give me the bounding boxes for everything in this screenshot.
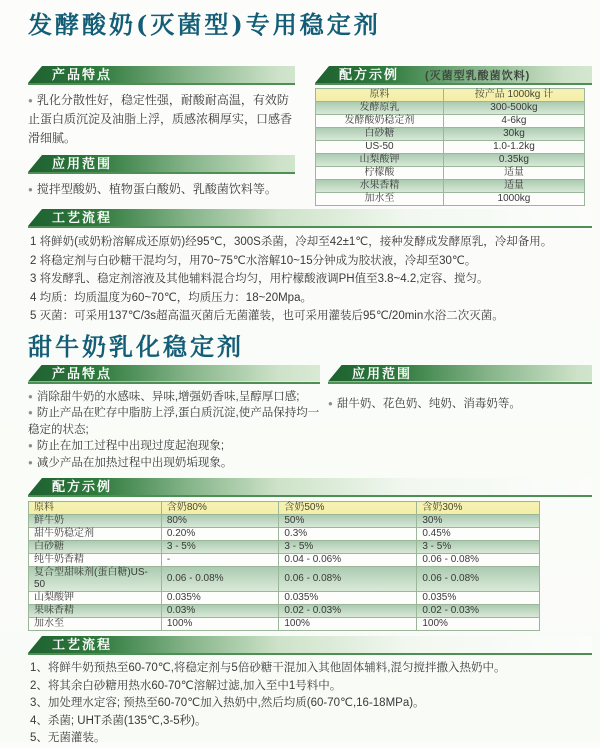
process-step: 3、加处理水定容; 预热至60-70℃加入热奶中,然后均质(60-70℃,16-18MPa)。 [30, 697, 425, 709]
milk50-cell: 3 - 5% [279, 541, 417, 554]
amount-cell: 0.35kg [443, 154, 584, 167]
milk80-cell: 100% [161, 618, 279, 631]
column-header: 原料 [316, 89, 444, 102]
milk50-cell: 0.04 - 0.06% [279, 554, 417, 567]
milk50-cell: 50% [279, 515, 417, 528]
amount-cell: 30kg [443, 128, 584, 141]
process-header-2 [28, 636, 592, 655]
features-header-label: 产品特点 [52, 67, 113, 82]
ingredient-cell: 鲜牛奶 [29, 515, 162, 528]
feature-text: 减少产品在加热过程中出现奶垢现象。 [36, 456, 233, 469]
table-row [316, 141, 585, 154]
application-list-1 [28, 180, 295, 199]
milk30-cell: 30% [417, 515, 540, 528]
application-header-label: 应用范围 [352, 365, 413, 381]
milk30-cell: 0.02 - 0.03% [417, 605, 540, 618]
milk50-cell: 0.035% [279, 592, 417, 605]
feature-item [28, 389, 320, 406]
table-row [316, 115, 585, 128]
formula-header-1 [315, 66, 592, 85]
milk80-cell: 80% [161, 515, 279, 528]
ingredient-cell: 发酵酸奶稳定剂 [316, 115, 444, 128]
milk80-cell: 0.06 - 0.08% [161, 567, 279, 592]
ingredient-cell: 纯牛奶香精 [29, 554, 162, 567]
formula-header-2 [28, 478, 592, 497]
section1-columns [28, 66, 592, 206]
milk30-cell: 0.45% [417, 528, 540, 541]
ingredient-cell: 山梨酸钾 [29, 592, 162, 605]
amount-cell: 1.0-1.2kg [443, 141, 584, 154]
table-row [29, 567, 540, 592]
process-steps-2 [30, 660, 592, 748]
process-step: 2、将其余白砂糖用热水60-70℃溶解过滤,加入至中1号料中。 [30, 679, 342, 692]
page-title-fermented-yogurt: 发酵酸奶(灭菌型)专用稳定剂 [28, 10, 381, 39]
milk50-cell: 100% [279, 618, 417, 631]
amount-cell: 适量 [443, 180, 584, 193]
milk80-cell: - [161, 554, 279, 567]
application-item [328, 396, 592, 413]
ingredient-cell: 白砂糖 [316, 128, 444, 141]
section2-columns [28, 365, 592, 472]
formula-table-2-body [29, 515, 540, 631]
header-gradient-bar [28, 636, 592, 653]
table-row [316, 102, 585, 115]
milk30-cell: 0.035% [417, 592, 540, 605]
section2-right-column [328, 365, 592, 472]
ingredient-cell: 复合型甜味剂(蛋白糖)US-50 [29, 567, 162, 592]
ingredient-cell: 山梨酸钾 [316, 154, 444, 167]
bullet-icon: ● [28, 441, 33, 450]
formula-header-label: 配方示例 [339, 67, 400, 82]
section2-left-column [28, 365, 320, 472]
column-header: 含奶50% [279, 502, 417, 515]
milk50-cell: 0.06 - 0.08% [279, 567, 417, 592]
milk80-cell: 0.035% [161, 592, 279, 605]
features-list-1 [28, 91, 295, 148]
table-row [316, 193, 585, 206]
formula-table-1-head [316, 89, 585, 102]
column-header: 含奶30% [417, 502, 540, 515]
process-header-label: 工艺流程 [52, 210, 113, 225]
feature-item [28, 405, 320, 438]
milk50-cell: 0.02 - 0.03% [279, 605, 417, 618]
features-header-label: 产品特点 [52, 365, 113, 381]
ingredient-cell: 加水至 [316, 193, 444, 206]
features-header-1 [28, 66, 295, 85]
bullet-icon: ● [28, 96, 33, 105]
process-step: 5 灭菌：可采用137℃/3s超高温灭菌后无菌灌装，也可采用灌装后95℃/20min水浴二次灭菌。 [30, 310, 504, 322]
feature-text: 乳化分散性好，稳定性强，耐酸耐高温，有效防止蛋白质沉淀及油脂上浮，质感浓稠厚实，口感香滑细腻。 [28, 93, 293, 145]
column-header: 含奶80% [161, 502, 279, 515]
bullet-icon: ● [28, 408, 33, 417]
table-row [316, 167, 585, 180]
table-row [29, 541, 540, 554]
process-header-1 [28, 209, 592, 228]
ingredient-cell: 白砂糖 [29, 541, 162, 554]
table-row [29, 605, 540, 618]
process-step: 1、将鲜牛奶预热至60-70℃,将稳定剂与5倍砂糖干混加入其他固体辅料,混匀搅拌撒入热奶中。 [30, 662, 506, 674]
application-list-2 [328, 396, 592, 413]
ingredient-cell: 加水至 [29, 618, 162, 631]
application-header-1 [28, 155, 295, 174]
column-header: 按产品 1000kg 计 [443, 89, 584, 102]
process-header-label: 工艺流程 [52, 637, 113, 652]
bullet-icon: ● [328, 398, 333, 408]
amount-cell: 1000kg [443, 193, 584, 206]
milk30-cell: 0.06 - 0.08% [417, 554, 540, 567]
amount-cell: 适量 [443, 167, 584, 180]
column-header: 原料 [29, 502, 162, 515]
header-gradient-bar [28, 209, 592, 226]
process-steps-1 [30, 233, 592, 326]
formula-header-note: (灭菌型乳酸菌饮料) [425, 69, 531, 82]
table-row [29, 592, 540, 605]
features-list-2 [28, 389, 320, 472]
amount-cell: 4-6kg [443, 115, 584, 128]
ingredient-cell: US-50 [316, 141, 444, 154]
application-header-2 [328, 365, 592, 384]
feature-item [28, 455, 320, 472]
table-row [29, 618, 540, 631]
process-step: 3 将发酵乳、稳定剂溶液及其他辅料混合均匀，用柠檬酸液调PH值至3.8~4.2,定容、搅匀。 [30, 273, 489, 285]
feature-item [28, 438, 320, 455]
milk80-cell: 0.03% [161, 605, 279, 618]
table-header-row [316, 89, 585, 102]
feature-item [28, 91, 295, 148]
milk80-cell: 3 - 5% [161, 541, 279, 554]
amount-cell: 300-500kg [443, 102, 584, 115]
table-row [316, 128, 585, 141]
application-text: 甜牛奶、花色奶、纯奶、消毒奶等。 [336, 397, 521, 410]
table-row [316, 154, 585, 167]
ingredient-cell: 柠檬酸 [316, 167, 444, 180]
bullet-icon: ● [28, 391, 33, 401]
process-step: 4 均质：均质温度为60~70℃，均质压力：18~20Mpa。 [30, 291, 312, 304]
table-row [29, 554, 540, 567]
application-header-label: 应用范围 [52, 156, 113, 171]
formula-table-2-head [29, 502, 540, 515]
formula-table-1-body [316, 102, 585, 206]
ingredient-cell: 果味香精 [29, 605, 162, 618]
application-text: 搅拌型酸奶、植物蛋白酸奶、乳酸菌饮料等。 [36, 182, 277, 196]
application-item [28, 180, 295, 199]
process-step: 5、无菌灌装。 [30, 732, 106, 744]
ingredient-cell: 水果香精 [316, 180, 444, 193]
milk50-cell: 0.3% [279, 528, 417, 541]
milk30-cell: 0.06 - 0.08% [417, 567, 540, 592]
bullet-icon: ● [28, 457, 33, 467]
formula-table-2 [28, 501, 540, 631]
page-title-sweet-milk: 甜牛奶乳化稳定剂 [28, 331, 244, 361]
feature-text: 防止产品在贮存中脂肪上浮,蛋白质沉淀,使产品保持均一稳定的状态; [28, 407, 320, 436]
bullet-icon: ● [28, 185, 33, 194]
feature-text: 消除甜牛奶的水感味、异味,增强奶香味,呈醇厚口感; [36, 390, 300, 403]
section1-right-column [315, 66, 592, 206]
milk30-cell: 3 - 5% [417, 541, 540, 554]
table-row [316, 180, 585, 193]
feature-text: 防止在加工过程中出现过度起泡现象; [36, 440, 225, 452]
process-step: 1 将鲜奶(或奶粉溶解成还原奶)经95℃，300S杀菌，冷却至42±1℃，接种发酵成发酵原乳，冷却备用。 [30, 236, 553, 248]
milk80-cell: 0.20% [161, 528, 279, 541]
ingredient-cell: 发酵原乳 [316, 102, 444, 115]
table-row [29, 528, 540, 541]
formula-header-label: 配方示例 [52, 479, 113, 494]
section1-left-column [28, 66, 295, 206]
process-step: 4、杀菌; UHT杀菌(135℃,3-5秒)。 [30, 714, 207, 727]
table-row [29, 515, 540, 528]
formula-table-1 [315, 88, 585, 206]
features-header-2 [28, 365, 320, 384]
table-header-row [29, 502, 540, 515]
ingredient-cell: 甜牛奶稳定剂 [29, 528, 162, 541]
milk30-cell: 100% [417, 618, 540, 631]
header-gradient-bar [28, 478, 592, 495]
process-step: 2 将稳定剂与白砂糖干混均匀，用70~75℃水溶解10~15分钟成为胶状液，冷却至30℃。 [30, 254, 477, 267]
